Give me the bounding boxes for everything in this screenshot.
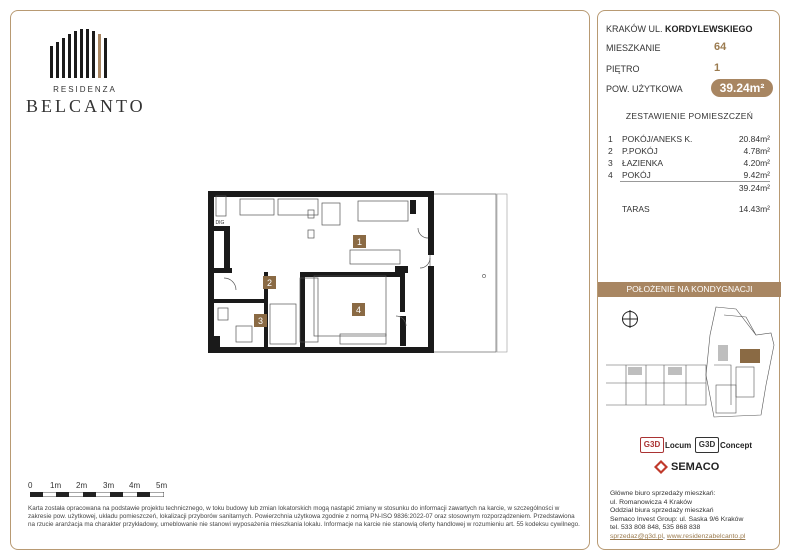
rooms-total-row: [608, 183, 770, 194]
room-area: 20.84m²: [738, 134, 770, 144]
scale-label: 1m: [50, 481, 62, 490]
room-number: 3: [608, 158, 613, 168]
location-title: POŁOŻENIE NA KONDYGNACJI: [598, 282, 781, 297]
room-label-1: 1: [356, 237, 363, 247]
floor-label: PIĘTRO: [606, 64, 640, 74]
room-name: ŁAZIENKA: [622, 158, 664, 168]
floor-value: 1: [714, 62, 721, 74]
brand-residenza: RESIDENZA: [53, 85, 117, 94]
room-area: 9.42m²: [743, 170, 770, 180]
unit-location-marker: [740, 349, 760, 363]
room-label-4: 4: [355, 305, 362, 315]
room-label-2: 2: [266, 278, 273, 288]
contact-line: Główne biuro sprzedaży mieszkań:: [610, 490, 716, 497]
terrace-area: [430, 194, 507, 352]
brand-belcanto: BELCANTO: [26, 96, 146, 116]
rooms-total: 39.24m²: [738, 183, 770, 193]
room-row: [608, 146, 770, 157]
floor-plan: [200, 186, 512, 358]
email-link[interactable]: sprzedaz@g3d.pl: [610, 532, 663, 540]
address-row: [606, 24, 753, 34]
scale-label: 3m: [103, 481, 115, 490]
unit-label: MIESZKANIE: [606, 43, 661, 53]
unit-value: 64: [714, 41, 727, 53]
g3d-concept-icon: G3D: [695, 437, 719, 453]
room-row: [608, 158, 770, 169]
scale-label: 5m: [156, 481, 168, 490]
terrace-area: 14.43m²: [738, 204, 770, 214]
room-number: 1: [608, 134, 613, 144]
room-area: 4.78m²: [743, 146, 770, 156]
concept-logo-text: Concept: [720, 441, 752, 450]
street-prefix: KRAKÓW UL.: [606, 24, 663, 34]
room-name: POKÓJ/ANEKS K.: [622, 134, 693, 144]
contact-line: Oddział biura sprzedaży mieszkań: [610, 507, 714, 515]
room-number: 2: [608, 146, 613, 156]
locum-logo-text: Locum: [665, 441, 692, 450]
rooms-divider: [620, 181, 770, 182]
contact-line: Semaco Invest Group: ul. Saska 9/6 Kraków: [610, 515, 744, 523]
contact-info: Główne biuro sprzedaży mieszkań: ul. Romanowicza 4 Kraków Oddział biura sprzedaży mieszkań Semaco Invest Group: ul. Saska 9/6 Kraków tel. 533 808 848, 535 868 838 sprzedaz@g3d.pl, www.residenzabelcanto.pl: [610, 490, 780, 542]
g3d-locum-icon: G3D: [640, 437, 664, 453]
scale-label: 2m: [76, 481, 88, 490]
scale-label: 0: [28, 481, 33, 490]
terrace-row: [608, 204, 770, 215]
terrace-name: TARAS: [622, 204, 650, 214]
room-name: POKÓJ: [622, 170, 651, 180]
website-link[interactable]: www.residenzabelcanto.pl: [666, 532, 746, 540]
semaco-logo-text: SEMACO: [671, 461, 720, 473]
room-row: [608, 170, 770, 181]
rooms-title: ZESTAWIENIE POMIESZCZEŃ: [625, 111, 754, 121]
room-row: [608, 134, 770, 145]
disclaimer-note: Karta została opracowana na podstawie projektu technicznego, w toku budowy lub zmian lokatorskich mogą nastąpić zmiany w stosunku do informacji zawartych na karcie, w szczególności w zakresie pow. użytkowej, układu pomieszczeń, lokalizacji przyborów sanitarnych. Powierzchnia użytkowa zgodnie z normą PN-ISO 9836:2022-07 oraz stosownym rozporządzeniem. Przedstawiona na rzucie aranżacja ma charakter przykładowy, umeblowanie nie stanowi wyposażenia mieszkania lokalu. Informacje na karcie nie stanowią oferty handlowej w rozumieniu art. 55 kodeksu cywilnego.: [28, 505, 580, 528]
area-value-badge: 39.24m²: [711, 79, 773, 97]
room-name: P.POKÓJ: [622, 146, 658, 156]
scale-label: 4m: [129, 481, 141, 490]
room-number: 4: [608, 170, 613, 180]
dig-label: DIG: [215, 220, 225, 226]
contact-line: ul. Romanowicza 4 Kraków: [610, 498, 692, 506]
area-label: POW. UŻYTKOWA: [606, 84, 683, 94]
site-plan: [606, 305, 776, 423]
street-name: KORDYLEWSKIEGO: [665, 24, 753, 34]
belcanto-logo-icon: [50, 28, 112, 78]
room-area: 4.20m²: [743, 158, 770, 168]
room-label-3: 3: [257, 316, 264, 326]
semaco-icon: [654, 460, 668, 474]
scale-bar: [30, 492, 164, 497]
contact-line: tel. 533 808 848, 535 868 838: [610, 524, 701, 532]
info-panel: [597, 10, 780, 550]
